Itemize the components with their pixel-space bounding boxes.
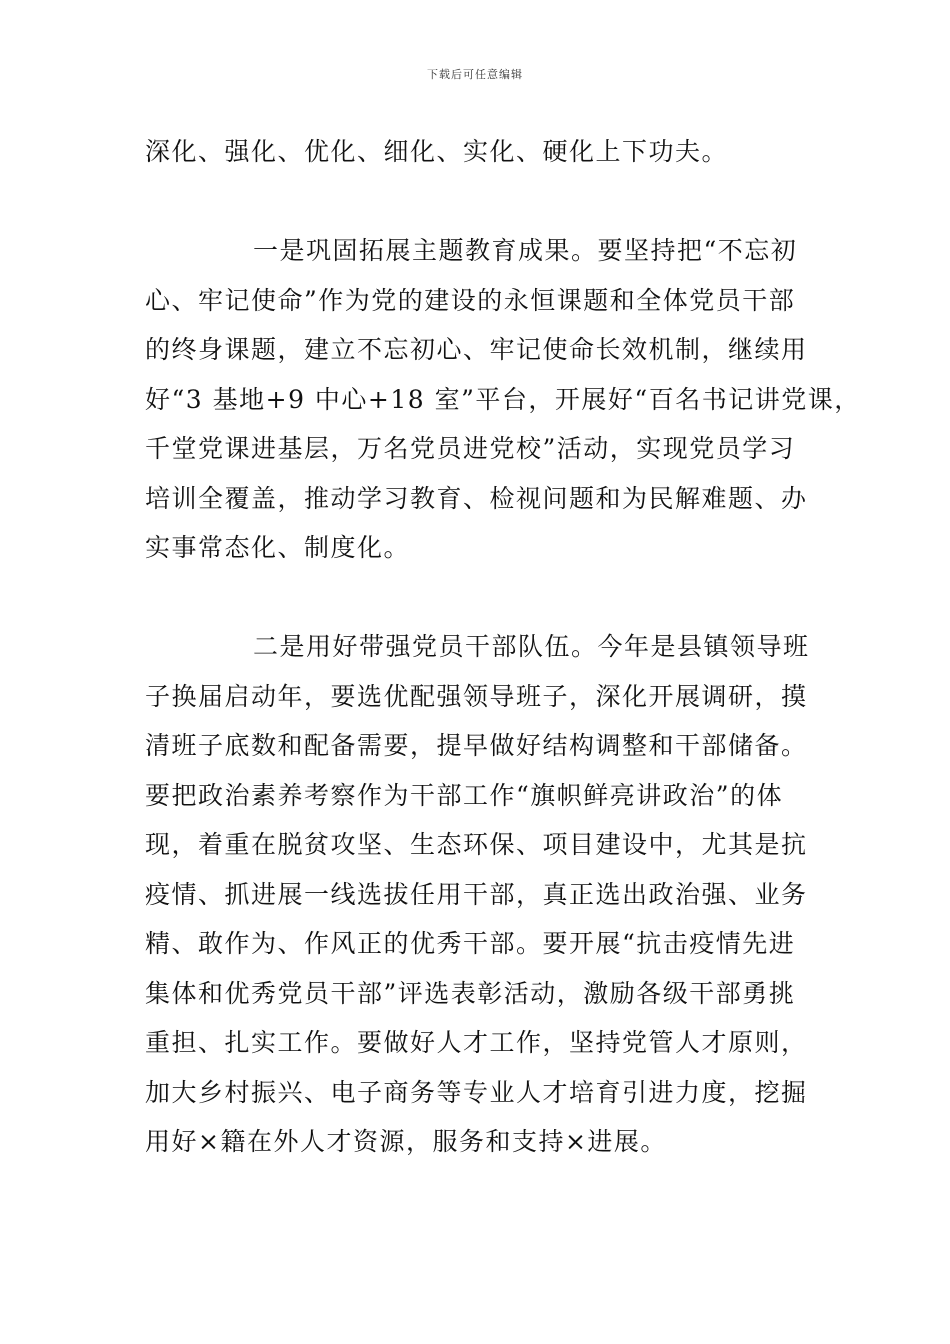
text-line: 二是用好带强党员干部队伍。今年是县镇领导班	[253, 632, 810, 661]
paragraph-2	[145, 226, 861, 573]
text-line: 要把政治素养考察作为干部工作“旗帜鲜亮讲政治”的体	[145, 780, 784, 810]
text-line: 的终身课题，建立不忘初心、牢记使命长效机制，继续用	[145, 335, 808, 364]
text-line: 好“3 基地+9 中心+18 室”平台，开展好“百名书记讲党课，	[145, 384, 861, 414]
text-line: 实事常态化、制度化。	[145, 533, 411, 562]
text-line: 精、敢作为、作风正的优秀干部。要开展“抗击疫情先进	[145, 929, 796, 958]
paragraph-1	[145, 127, 835, 177]
text-line: 培训全覆盖，推动学习教育、检视问题和为民解难题、办	[145, 483, 808, 513]
text-line: 子换届启动年，要选优配强领导班子，深化开展调研，摸	[145, 681, 808, 711]
paragraph-3	[145, 622, 835, 1167]
text-line: 深化、强化、优化、细化、实化、硬化上下功夫。	[145, 137, 729, 166]
text-line: 加大乡村振兴、电子商务等专业人才培育引进力度，挖掘	[145, 1077, 808, 1107]
header-note: 下载后可任意编辑	[427, 68, 523, 81]
text-line: 现，着重在脱贫攻坚、生态环保、项目建设中，尤其是抗	[145, 830, 808, 859]
text-line: 清班子底数和配备需要，提早做好结构调整和干部储备。	[145, 731, 808, 760]
text-line: 重担、扎实工作。要做好人才工作，坚持党管人才原则，	[145, 1028, 808, 1057]
text-line: 疫情、抓进展一线选拔任用干部，真正选出政治强、业务	[145, 879, 808, 909]
text-line: 集体和优秀党员干部”评选表彰活动，激励各级干部勇挑	[145, 978, 796, 1008]
document-body	[145, 127, 861, 1167]
text-line: 用好×籍在外人才资源，服务和支持×进展。	[145, 1127, 667, 1156]
text-line: 心、牢记使命”作为党的建设的永恒课题和全体党员干部	[145, 285, 796, 315]
text-line: 千堂党课进基层，万名党员进党校”活动，实现党员学习	[145, 434, 796, 463]
text-line: 一是巩固拓展主题教育成果。要坚持把“不忘初	[253, 236, 798, 265]
paragraph-gap	[145, 573, 835, 623]
paragraph-gap	[145, 177, 835, 227]
